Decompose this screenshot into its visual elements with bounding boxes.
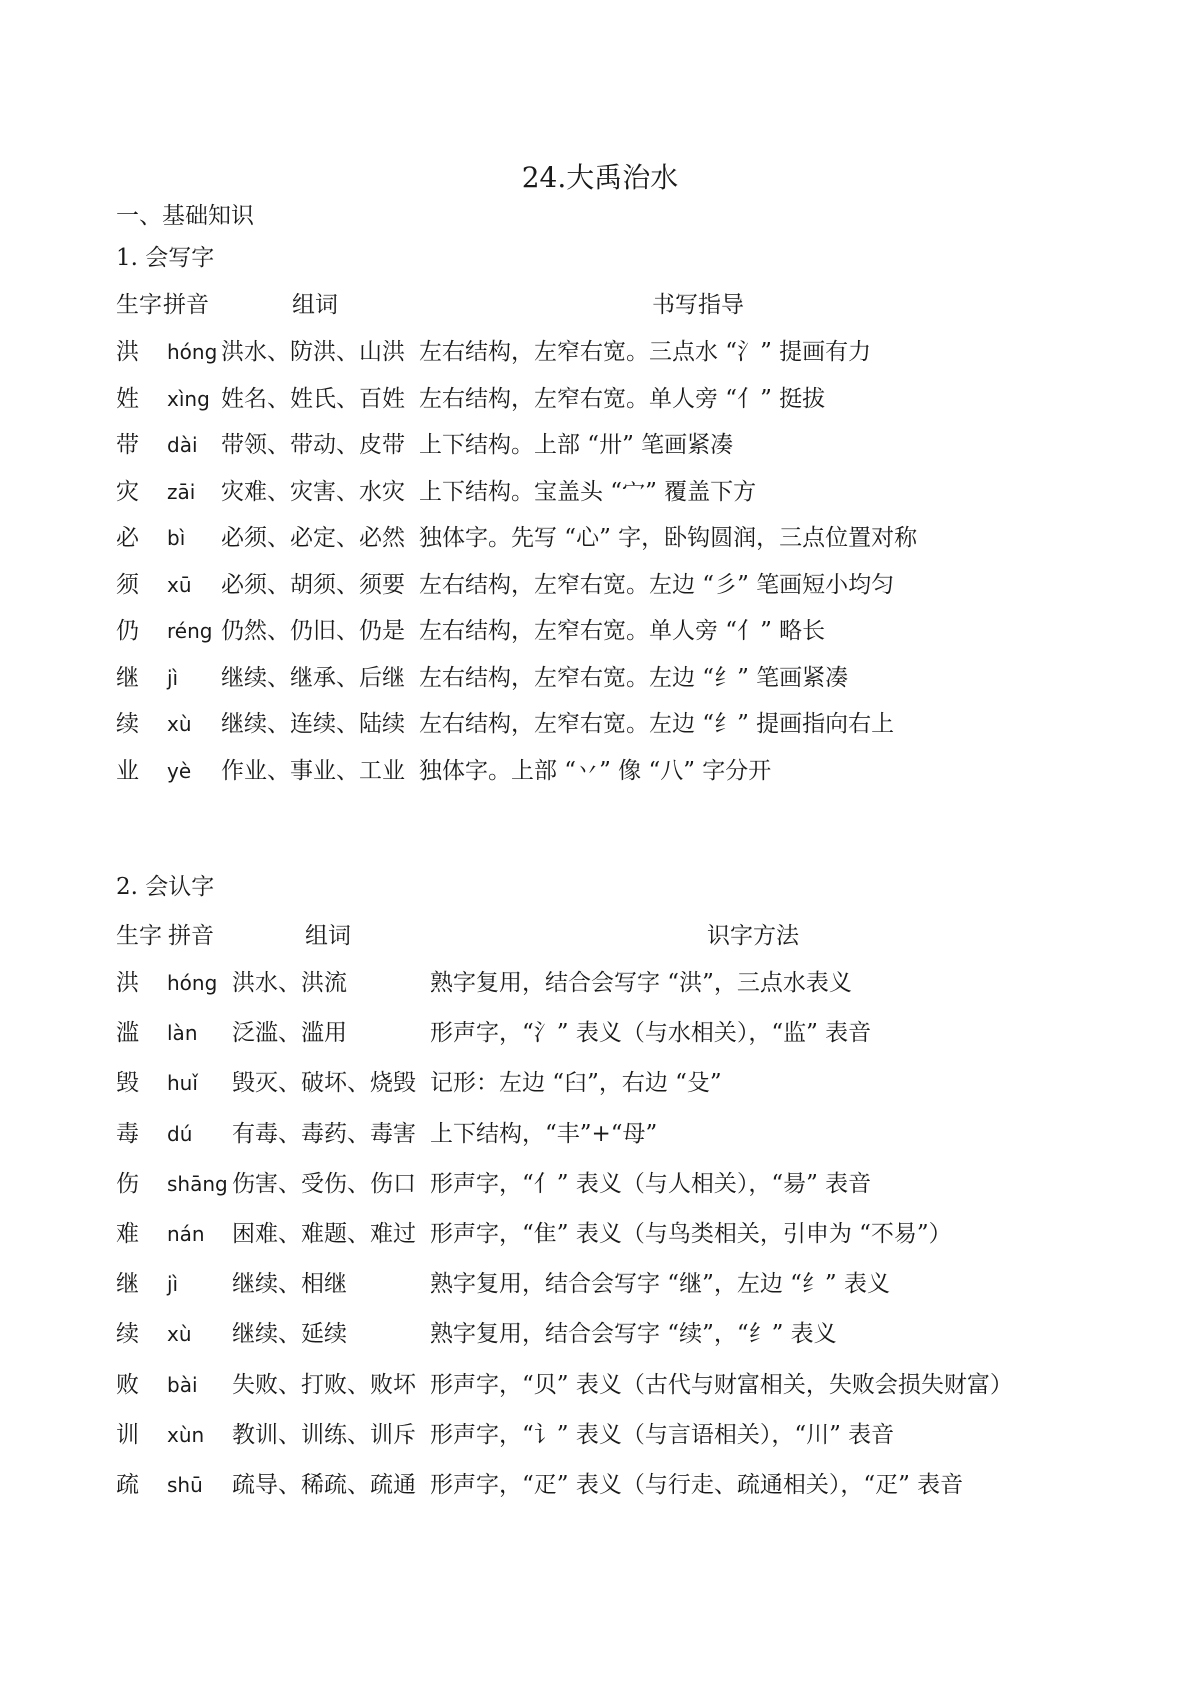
header-char: 生字 — [116, 923, 162, 949]
table-row — [0, 1318, 1200, 1350]
cell-char: 带 — [116, 432, 139, 458]
table-row — [0, 755, 1200, 787]
cell-pinyin: jì — [167, 1272, 179, 1297]
cell-pinyin: xìng — [167, 386, 210, 411]
cell-guide: 上下结构。上部 “卅” 笔画紧凑 — [419, 432, 734, 458]
cell-char: 洪 — [116, 339, 139, 365]
table-row — [0, 569, 1200, 601]
cell-char: 滥 — [116, 1020, 139, 1047]
cell-method: 记形：左边 “臼”，右边 “殳” — [430, 1070, 722, 1097]
cell-char: 仍 — [116, 618, 139, 644]
cell-words: 洪水、洪流 — [232, 970, 347, 996]
cell-pinyin: xù — [167, 712, 192, 736]
cell-words: 继续、相继 — [232, 1271, 347, 1298]
cell-method: 形声字，“讠” 表义（与言语相关），“川” 表音 — [430, 1421, 895, 1448]
cell-char: 姓 — [116, 385, 139, 412]
cell-char: 继 — [116, 1271, 139, 1298]
cell-words: 困难、难题、难过 — [232, 1221, 416, 1247]
header-pinyin: 拼音 — [163, 292, 209, 318]
cell-pinyin: làn — [167, 1021, 198, 1046]
table-row — [0, 1017, 1200, 1049]
cell-guide: 左右结构，左窄右宽。三点水 “氵” 提画有力 — [419, 339, 872, 365]
cell-char: 业 — [116, 757, 139, 784]
cell-words: 必须、必定、必然 — [221, 525, 405, 551]
cell-pinyin: xù — [167, 1322, 192, 1347]
cell-pinyin: hóng — [167, 971, 218, 995]
header-method: 识字方法 — [707, 923, 799, 949]
cell-words: 毁灭、破坏、烧毁 — [232, 1070, 416, 1097]
cell-pinyin: shū — [167, 1473, 203, 1497]
cell-method: 上下结构，“丰”+“母” — [430, 1120, 658, 1147]
cell-pinyin: nán — [167, 1222, 205, 1246]
cell-method: 形声字，“贝” 表义（古代与财富相关，失败会损失财富） — [430, 1371, 1013, 1398]
header-char: 生字 — [116, 292, 162, 318]
table-row — [0, 1218, 1200, 1250]
cell-pinyin: xū — [167, 572, 192, 597]
cell-pinyin: bì — [167, 526, 186, 550]
cell-guide: 上下结构。宝盖头 “宀” 覆盖下方 — [419, 478, 757, 505]
table-row — [0, 336, 1200, 368]
cell-pinyin: xùn — [167, 1422, 205, 1447]
table-row — [0, 476, 1200, 508]
cell-pinyin: dài — [167, 433, 198, 457]
cell-char: 须 — [116, 571, 139, 598]
header-words: 组词 — [305, 923, 351, 949]
cell-char: 继 — [116, 664, 139, 691]
page-title: 24.大禹治水 — [521, 161, 679, 194]
cell-pinyin: yè — [167, 758, 192, 783]
cell-words: 必须、胡须、须要 — [221, 571, 405, 598]
cell-method: 形声字，“隹” 表义（与鸟类相关，引申为 “不易”） — [430, 1221, 952, 1247]
cell-pinyin: zāi — [167, 479, 196, 504]
cell-char: 训 — [116, 1421, 139, 1448]
cell-guide: 左右结构，左窄右宽。左边 “彡” 笔画短小均匀 — [419, 571, 895, 598]
cell-method: 形声字，“疋” 表义（与行走、疏通相关），“疋” 表音 — [430, 1472, 964, 1498]
cell-pinyin: shāng — [167, 1171, 228, 1196]
read-table-header — [0, 920, 1200, 952]
cell-method: 熟字复用，结合会写字 “续”，“纟” 表义 — [430, 1321, 837, 1348]
table-row — [0, 383, 1200, 415]
cell-char: 伤 — [116, 1170, 139, 1197]
table-row — [0, 1369, 1200, 1401]
cell-guide: 独体字。先写 “心” 字，卧钩圆润，三点位置对称 — [419, 525, 918, 551]
subsection-read-heading: 2. 会认字 — [116, 874, 215, 900]
table-row — [0, 662, 1200, 694]
table-row — [0, 1469, 1200, 1501]
cell-method: 形声字，“亻” 表义（与人相关），“昜” 表音 — [430, 1170, 872, 1197]
cell-words: 继续、继承、后继 — [221, 664, 405, 691]
cell-words: 洪水、防洪、山洪 — [221, 339, 405, 365]
cell-words: 继续、连续、陆续 — [221, 711, 405, 737]
cell-guide: 独体字。上部 “丷” 像 “八” 字分开 — [419, 757, 772, 784]
cell-guide: 左右结构，左窄右宽。左边 “纟” 笔画紧凑 — [419, 664, 849, 691]
cell-pinyin: dú — [167, 1121, 193, 1146]
cell-method: 形声字，“氵” 表义（与水相关），“监” 表音 — [430, 1020, 872, 1047]
table-row — [0, 522, 1200, 554]
header-words: 组词 — [292, 292, 338, 318]
table-row — [0, 1268, 1200, 1300]
cell-words: 伤害、受伤、伤口 — [232, 1170, 416, 1197]
table-row — [0, 708, 1200, 740]
cell-words: 疏导、稀疏、疏通 — [232, 1472, 416, 1498]
cell-char: 疏 — [116, 1472, 139, 1498]
cell-guide: 左右结构，左窄右宽。单人旁 “亻” 略长 — [419, 618, 826, 644]
cell-words: 姓名、姓氏、百姓 — [221, 385, 405, 412]
cell-char: 败 — [116, 1371, 139, 1398]
table-row — [0, 1419, 1200, 1451]
cell-char: 续 — [116, 1321, 139, 1348]
cell-words: 失败、打败、败坏 — [232, 1371, 416, 1398]
cell-words: 带领、带动、皮带 — [221, 432, 405, 458]
section-heading: 一、基础知识 — [116, 203, 254, 229]
cell-words: 泛滥、滥用 — [232, 1020, 347, 1047]
cell-char: 灾 — [116, 478, 139, 505]
header-guide: 书写指导 — [652, 292, 744, 318]
cell-char: 必 — [116, 525, 139, 551]
cell-pinyin: hóng — [167, 340, 218, 364]
table-row — [0, 615, 1200, 647]
cell-words: 教训、训练、训斥 — [232, 1421, 416, 1448]
cell-method: 熟字复用，结合会写字 “继”，左边 “纟” 表义 — [430, 1271, 890, 1298]
cell-guide: 左右结构，左窄右宽。左边 “纟” 提画指向右上 — [419, 711, 895, 737]
cell-words: 继续、延续 — [232, 1321, 347, 1348]
cell-words: 仍然、仍旧、仍是 — [221, 618, 405, 644]
cell-pinyin: réng — [167, 619, 213, 643]
table-row — [0, 1118, 1200, 1150]
cell-char: 毁 — [116, 1070, 139, 1097]
header-pinyin: 拼音 — [168, 923, 214, 949]
cell-words: 有毒、毒药、毒害 — [232, 1120, 416, 1147]
cell-words: 灾难、灾害、水灾 — [221, 478, 405, 505]
cell-pinyin: bài — [167, 1372, 198, 1397]
cell-char: 毒 — [116, 1120, 139, 1147]
cell-words: 作业、事业、工业 — [221, 757, 405, 784]
cell-method: 熟字复用，结合会写字 “洪”，三点水表义 — [430, 970, 852, 996]
table-row — [0, 1168, 1200, 1200]
table-row — [0, 429, 1200, 461]
cell-guide: 左右结构，左窄右宽。单人旁 “亻” 挺拔 — [419, 385, 826, 412]
cell-pinyin: jì — [167, 665, 179, 690]
cell-pinyin: huǐ — [167, 1071, 198, 1096]
cell-char: 难 — [116, 1221, 139, 1247]
subsection-write-heading: 1. 会写字 — [116, 245, 215, 271]
write-table-header — [0, 289, 1200, 321]
cell-char: 续 — [116, 711, 139, 737]
table-row — [0, 1067, 1200, 1099]
table-row — [0, 967, 1200, 999]
cell-char: 洪 — [116, 970, 139, 996]
